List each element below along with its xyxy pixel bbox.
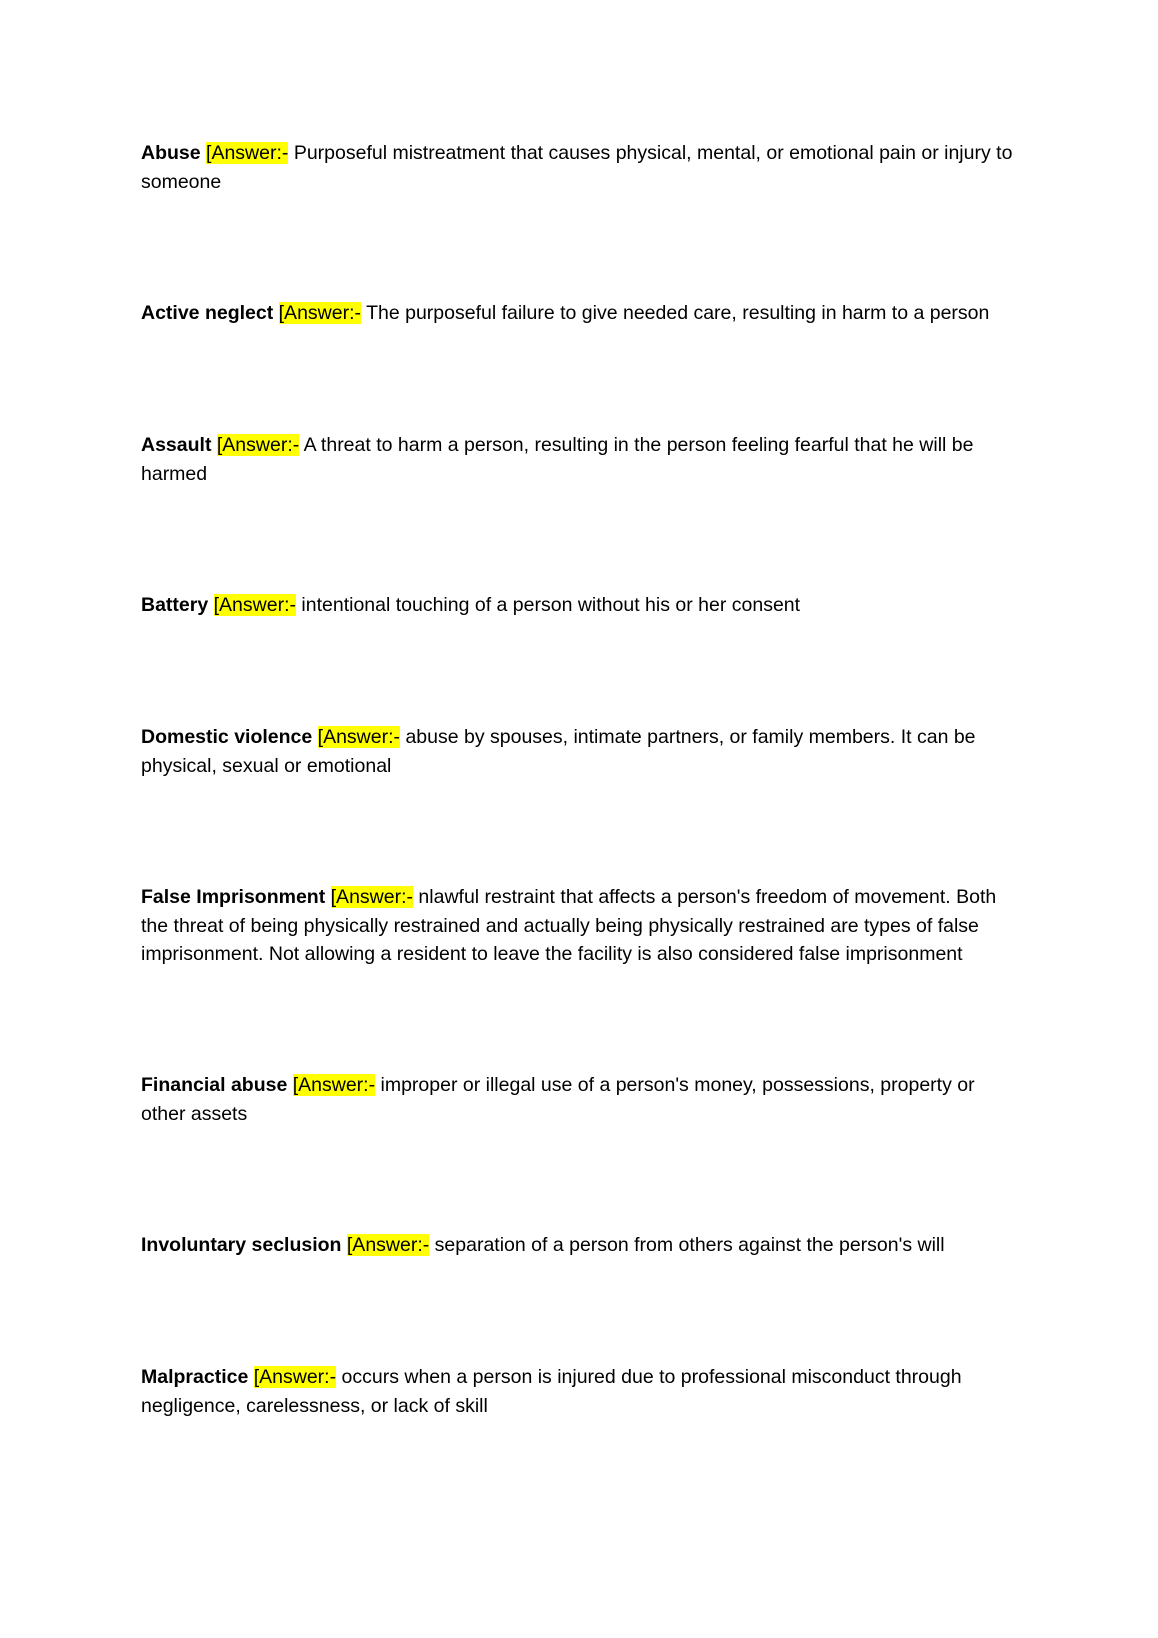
- entry-term: Involuntary seclusion: [141, 1234, 342, 1256]
- entry-term: Domestic violence: [141, 726, 313, 748]
- glossary-entry-financial-abuse: [141, 1071, 1021, 1128]
- glossary-entry-active-neglect: [141, 299, 1021, 328]
- answer-marker: [Answer:-: [216, 434, 300, 456]
- glossary-entry-false-imprisonment: [141, 883, 1021, 969]
- entry-term: False Imprisonment: [141, 886, 326, 908]
- entry-definition: separation of a person from others against the person's will: [434, 1234, 945, 1256]
- glossary-entry-abuse: [141, 139, 1021, 196]
- entry-term: Abuse: [141, 142, 201, 164]
- entry-definition: improper or illegal use of a person's money, possessions, property or other assets: [141, 1074, 975, 1125]
- entry-definition: nlawful restraint that affects a person's freedom of movement. Both the threat of being physically restrained and actually being physically restrained are types of false imprisonment. Not allowing a resident to leave the facility is also considered false imprisonment: [141, 886, 997, 965]
- answer-marker: [Answer:-: [206, 142, 289, 164]
- entry-term: Battery: [141, 594, 209, 616]
- entry-definition: A threat to harm a person, resulting in the person feeling fearful that he will be harmed: [141, 434, 974, 485]
- entry-term: Financial abuse: [141, 1074, 288, 1096]
- entry-definition: abuse by spouses, intimate partners, or family members. It can be physical, sexual or emotional: [141, 726, 976, 777]
- entry-definition: Purposeful mistreatment that causes physical, mental, or emotional pain or injury to someone: [141, 142, 1013, 193]
- entry-definition: The purposeful failure to give needed care, resulting in harm to a person: [366, 302, 990, 324]
- glossary-entry-assault: [141, 431, 1021, 488]
- glossary-entry-involuntary-seclusion: [141, 1231, 1021, 1260]
- entry-term: Malpractice: [141, 1366, 249, 1388]
- answer-marker: [Answer:-: [278, 302, 361, 324]
- glossary-entry-battery: [141, 591, 1021, 620]
- answer-marker: [Answer:-: [346, 1234, 430, 1256]
- entry-definition: occurs when a person is injured due to professional misconduct through negligence, carelessness, or lack of skill: [141, 1366, 962, 1417]
- answer-marker: [Answer:-: [330, 886, 413, 908]
- answer-marker: [Answer:-: [253, 1366, 337, 1388]
- glossary-entry-domestic-violence: [141, 723, 1021, 780]
- entry-definition: intentional touching of a person without his or her consent: [301, 594, 801, 616]
- answer-marker: [Answer:-: [292, 1074, 376, 1096]
- entry-term: Active neglect: [141, 302, 274, 324]
- answer-marker: [Answer:-: [213, 594, 296, 616]
- glossary-entry-malpractice: [141, 1363, 1021, 1420]
- answer-marker: [Answer:-: [317, 726, 401, 748]
- entry-term: Assault: [141, 434, 212, 456]
